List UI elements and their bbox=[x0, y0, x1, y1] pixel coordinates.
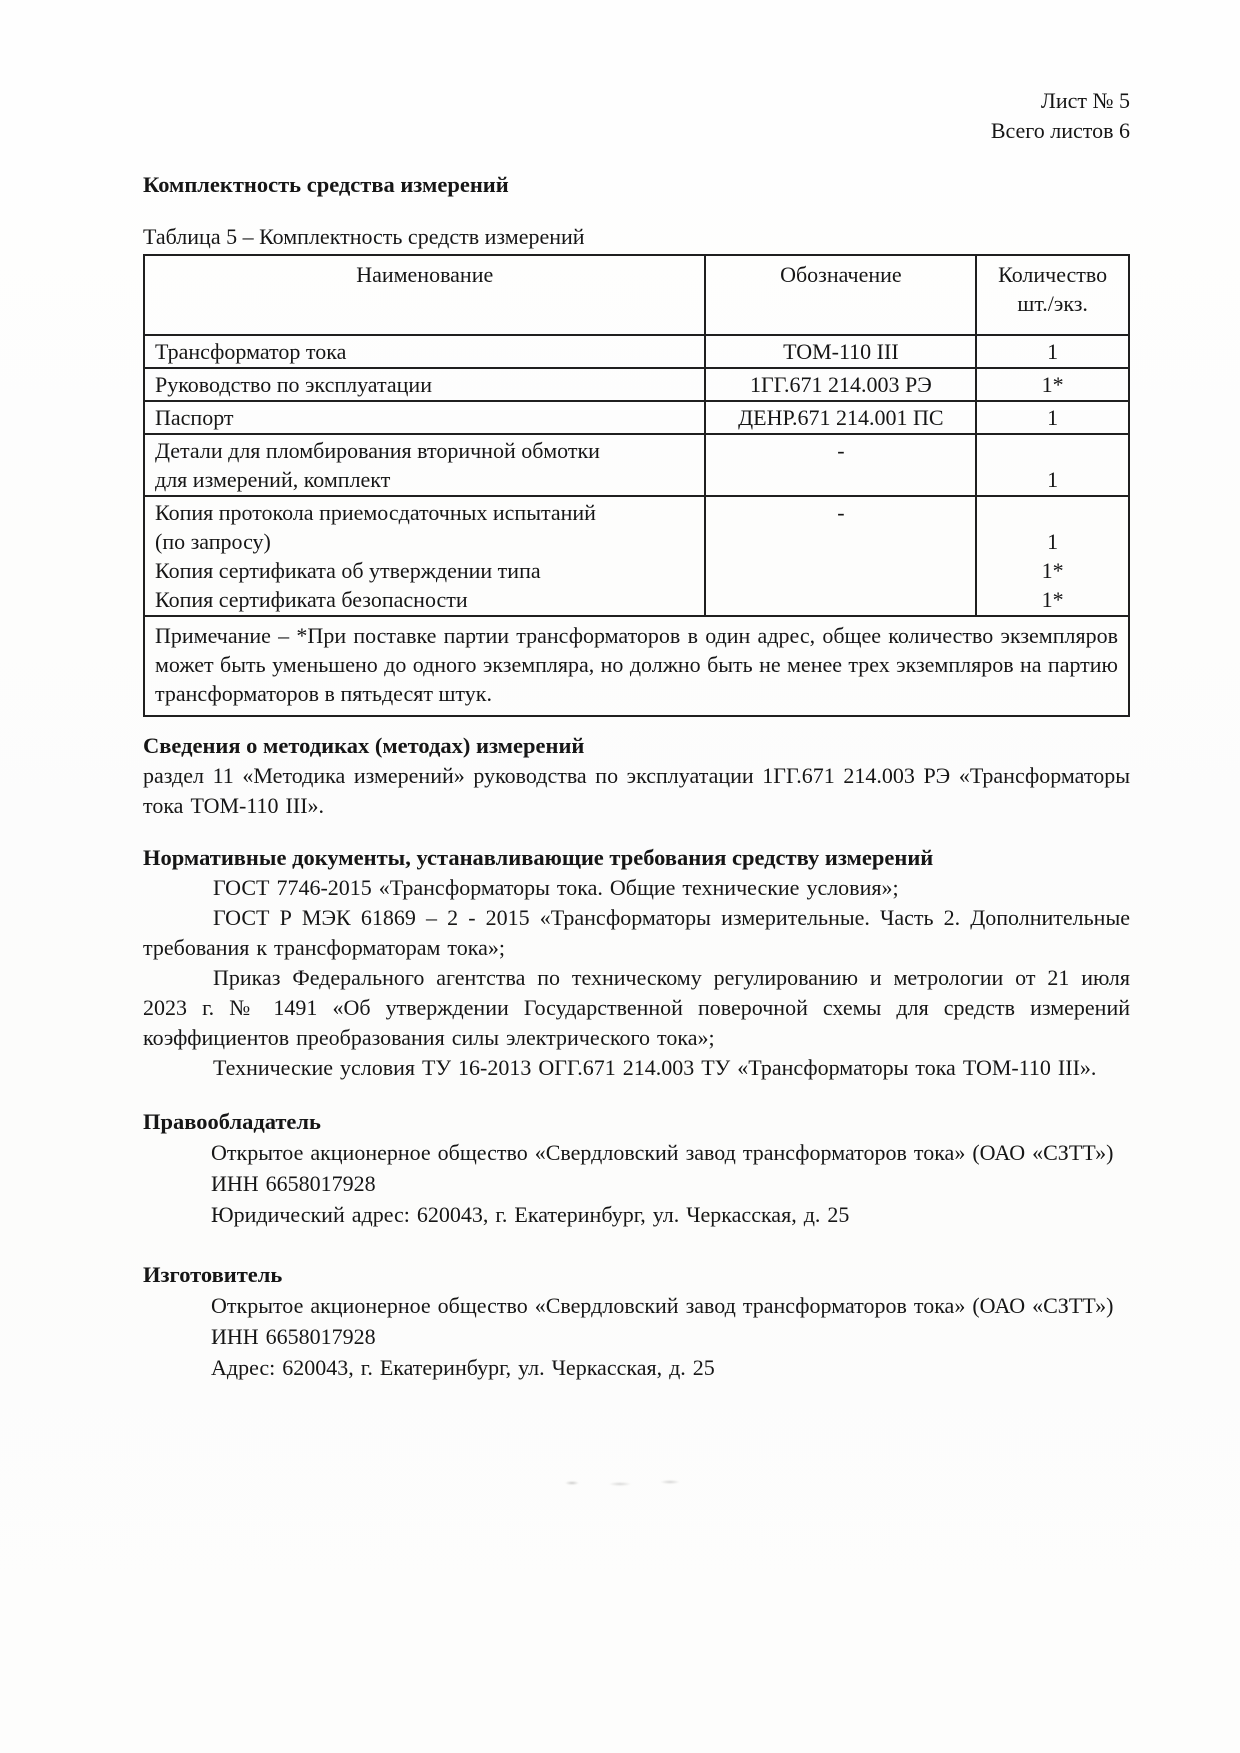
cell-designation: ДЕНР.671 214.001 ПС bbox=[705, 401, 976, 434]
table-row bbox=[144, 401, 1129, 434]
rights-holder-address: Юридический адрес: 620043, г. Екатеринбург, ул. Черкасская, д. 25 bbox=[211, 1202, 850, 1227]
manufacturer-inn: ИНН 6658017928 bbox=[211, 1324, 376, 1349]
normative-item: ГОСТ 7746-2015 «Трансформаторы тока. Общие технические условия»; bbox=[213, 875, 899, 900]
methods-heading: Сведения о методиках (методах) измерений bbox=[143, 733, 585, 758]
cell-designation bbox=[705, 434, 976, 496]
column-header-name-label: Наименование bbox=[356, 262, 494, 287]
cell-name-line: для измерений, комплект bbox=[155, 467, 391, 492]
cell-name-line: Детали для пломбирования вторичной обмотки bbox=[155, 438, 600, 463]
normative-item: Технические условия ТУ 16-2013 ОГГ.671 214.003 ТУ «Трансформаторы тока ТОМ-110 III». bbox=[213, 1055, 1097, 1080]
total-sheets: Всего листов 6 bbox=[990, 118, 1130, 143]
normative-heading: Нормативные документы, устанавливающие требования средству измерений bbox=[143, 845, 934, 870]
cell-quantity: 1* bbox=[976, 368, 1129, 401]
table-header-row bbox=[144, 255, 1129, 335]
manufacturer-heading: Изготовитель bbox=[143, 1262, 283, 1287]
cell-quantity-line: 1 bbox=[1047, 467, 1059, 492]
column-header-designation bbox=[705, 255, 976, 335]
cell-quantity-line: 1* bbox=[1041, 587, 1064, 612]
normative-item: Приказ Федерального агентства по техническому регулированию и метрологии от 21 июля 2023 г. № 1491 «Об утверждении Государственной поверочной схемы для средств измерений коэффициентов преобразования силы электрического тока»; bbox=[143, 965, 1130, 1050]
cell-quantity-line: 1 bbox=[1047, 529, 1059, 554]
table-row bbox=[144, 496, 1129, 616]
cell-designation: ТОМ-110 III bbox=[705, 335, 976, 368]
rights-holder-block bbox=[211, 1137, 1130, 1230]
cell-designation: 1ГГ.671 214.003 РЭ bbox=[705, 368, 976, 401]
scan-smudge bbox=[560, 1478, 700, 1488]
cell-quantity: 1 bbox=[976, 335, 1129, 368]
column-header-quantity bbox=[976, 255, 1129, 335]
table-note: Примечание – *При поставке партии трансформаторов в один адрес, общее количество экземпляров может быть уменьшено до одного экземпляра, но должно быть не менее трех экземпляров на партию трансформаторов в пятьдесят штук. bbox=[144, 616, 1129, 716]
table-row bbox=[144, 434, 1129, 496]
column-header-name bbox=[144, 255, 705, 335]
manufacturer-organization: Открытое акционерное общество «Свердловский завод трансформаторов тока» (ОАО «СЗТТ») bbox=[211, 1293, 1114, 1318]
table-row bbox=[144, 368, 1129, 401]
cell-name-line: Копия сертификата об утверждении типа bbox=[155, 558, 541, 583]
manufacturer-block bbox=[211, 1290, 1130, 1383]
rights-holder-organization: Открытое акционерное общество «Свердловский завод трансформаторов тока» (ОАО «СЗТТ») bbox=[211, 1140, 1114, 1165]
cell-quantity bbox=[976, 434, 1129, 496]
cell-designation bbox=[705, 496, 976, 616]
cell-designation-line: - bbox=[837, 438, 845, 463]
cell-name-line: Копия сертификата безопасности bbox=[155, 587, 468, 612]
cell-name-line: Копия протокола приемосдаточных испытаний bbox=[155, 500, 596, 525]
cell-name bbox=[144, 496, 705, 616]
table-note-row bbox=[144, 616, 1129, 716]
column-header-quantity-line2: шт./экз. bbox=[1017, 291, 1088, 316]
column-header-designation-label: Обозначение bbox=[780, 262, 902, 287]
cell-quantity-line bbox=[983, 436, 1122, 465]
cell-quantity-line: 1* bbox=[1041, 558, 1064, 583]
cell-name: Паспорт bbox=[144, 401, 705, 434]
rights-holder-heading: Правообладатель bbox=[143, 1109, 321, 1134]
cell-designation-line: - bbox=[837, 500, 845, 525]
cell-name: Трансформатор тока bbox=[144, 335, 705, 368]
table-row bbox=[144, 335, 1129, 368]
cell-name-line: (по запросу) bbox=[155, 529, 271, 554]
cell-quantity: 1 bbox=[976, 401, 1129, 434]
cell-quantity-line bbox=[983, 498, 1122, 527]
sheet-number: Лист № 5 bbox=[1040, 88, 1130, 113]
manufacturer-address: Адрес: 620043, г. Екатеринбург, ул. Черкасская, д. 25 bbox=[211, 1355, 715, 1380]
normative-item: ГОСТ Р МЭК 61869 – 2 - 2015 «Трансформаторы измерительные. Часть 2. Дополнительные требования к трансформаторам тока»; bbox=[143, 905, 1130, 960]
methods-body: раздел 11 «Методика измерений» руководства по эксплуатации 1ГГ.671 214.003 РЭ «Трансформаторы тока ТОМ-110 III». bbox=[143, 763, 1130, 818]
table-caption: Таблица 5 – Комплектность средств измерений bbox=[143, 224, 585, 249]
sheet-header bbox=[143, 86, 1130, 146]
completeness-table bbox=[143, 254, 1130, 717]
completeness-heading: Комплектность средства измерений bbox=[143, 172, 509, 197]
column-header-quantity-line1: Количество bbox=[998, 262, 1108, 287]
cell-name: Руководство по эксплуатации bbox=[144, 368, 705, 401]
cell-name bbox=[144, 434, 705, 496]
cell-quantity bbox=[976, 496, 1129, 616]
rights-holder-inn: ИНН 6658017928 bbox=[211, 1171, 376, 1196]
